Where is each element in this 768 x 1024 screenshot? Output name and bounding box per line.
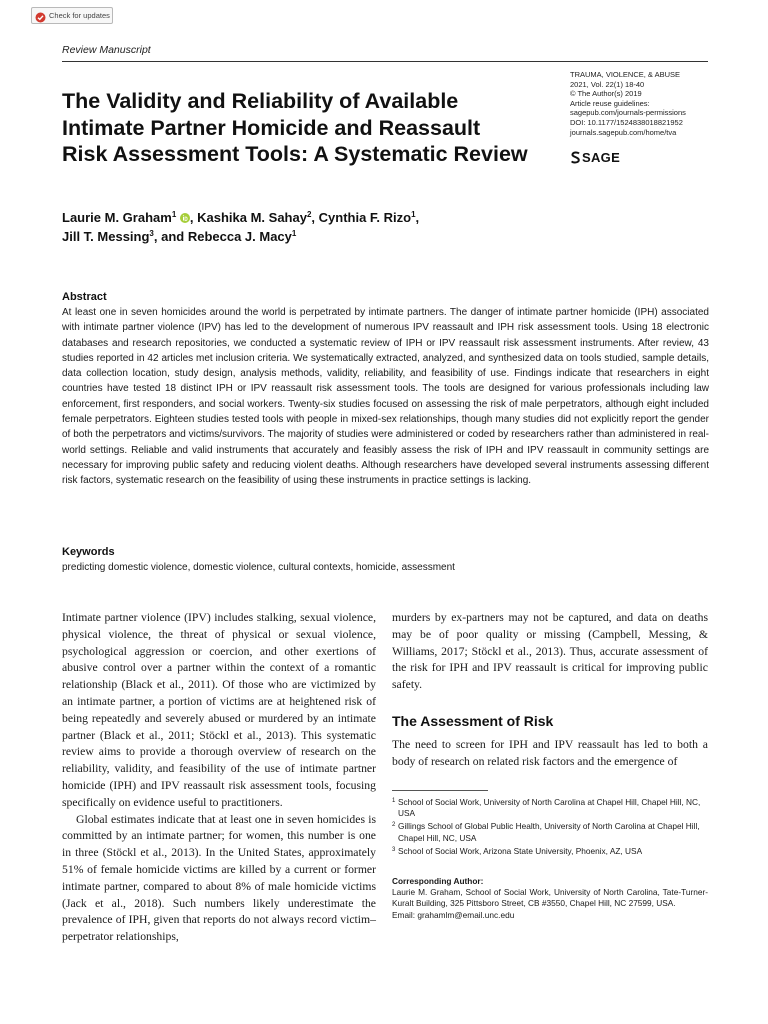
orcid-icon[interactable] — [180, 209, 190, 219]
body-paragraph: The need to screen for IPH and IPV reassault has led to both a body of research on related risk factors and the emergence of — [392, 738, 708, 768]
author-name[interactable]: and Rebecca J. Macy — [161, 229, 292, 244]
affiliation-marker: 1 — [411, 210, 416, 219]
body-paragraph: murders by ex-partners may not be captured, and data on deaths may be of poor quality or missing (Campbell, Messing, & Williams, 2017; Stöckl et al., 2013). Thus, accurate assessment of the risk for IPH and IPV reassault is critical for improving public safety. — [392, 611, 708, 692]
footnote-text: School of Social Work, University of North Carolina at Chapel Hill, Chapel Hill, NC, USA — [398, 797, 701, 819]
publisher-logo — [570, 150, 620, 165]
affiliation-marker: 1 — [171, 210, 177, 219]
footnote — [392, 846, 708, 857]
author-list: Laurie M. Graham$^1$ , Kashika M. Sahay$^2$, Cynthia F. Rizo$^1$, Jill T. Messing$^3$, and Rebecca J. Macy$^1$ — [62, 210, 420, 244]
corresponding-author-heading: Corresponding Author: — [392, 876, 484, 886]
footnote-number: 1 — [392, 798, 396, 804]
footnote — [392, 821, 708, 843]
footnote-divider — [392, 790, 488, 791]
check-updates-label: Check for updates — [49, 11, 110, 20]
body-column-left — [62, 610, 376, 946]
author-name[interactable]: Laurie M. Graham — [62, 210, 172, 225]
doi-link[interactable]: DOI: 10.1177/1524838018821952 — [570, 117, 683, 127]
affiliation-marker: 1 — [291, 229, 297, 238]
corresponding-author-email[interactable]: Email: grahamlm@email.unc.edu — [392, 909, 515, 920]
footnote-text: School of Social Work, Arizona State University, Phoenix, AZ, USA — [398, 845, 643, 856]
author-name[interactable]: Jill T. Messing — [62, 229, 150, 244]
check-for-updates-badge[interactable] — [31, 7, 113, 24]
author-name[interactable]: Cynthia F. Rizo — [318, 210, 412, 225]
title-line: The Validity and Reliability of Available — [62, 89, 459, 113]
body-paragraph: Global estimates indicate that at least one in seven homicides is committed by an intimate partner; for women, this number is one in three (Stöckl et al., 2013). In the United States, approximately 51% of female homicide victims are killed by a current or former intimate partner, compared to about 8% of male homicide victims (Jack et al., 2018). Such numbers likely underestimate the prevalence of IPH, given that reports do not always record victim–perpetrator relationships, — [62, 812, 376, 944]
affiliation-footnotes — [392, 797, 708, 859]
journal-name: TRAUMA, VIOLENCE, & ABUSE — [570, 70, 681, 79]
affiliation-marker: 2 — [306, 210, 312, 219]
check-updates-icon — [35, 10, 46, 21]
section-heading: The Assessment of Risk — [392, 713, 554, 729]
reuse-guidelines: Article reuse guidelines: — [570, 98, 650, 108]
journal-volume: 2021, Vol. 22(1) 18-40 — [570, 79, 645, 89]
sage-logo-icon — [570, 151, 581, 164]
journal-homepage-link[interactable]: journals.sagepub.com/home/tva — [570, 127, 677, 137]
abstract-heading: Abstract — [62, 291, 107, 303]
article-title — [62, 88, 550, 168]
permissions-link[interactable]: sagepub.com/journals-permissions — [570, 108, 686, 118]
abstract-text: At least one in seven homicides around the world is perpetrated by intimate partners. The danger of intimate partner homicide (IPH) associated with intimate partner violence (IPV) has led to the development of numerous IPV reassault and IPH risk assessment tools. Using 18 electronic databases and research repositories, we conducted a systematic review of IPH or IPV reassault risk assessment instruments. After review, 43 studies reported in 42 articles met inclusion criteria. We systematically extracted, analyzed, and synthesized data on tools studied, sample details, data collection location, study design, analysis methods, validity, reliability, and feasibility of use. Findings indicate that researchers in eight countries have tested 18 distinct IPH or IPV reassault risk assessment tools. The tools are designed for various professionals including law enforcement, first responders, and social workers. Twenty-six studies focused on assessing the risk of male perpetrators, although eight included female perpetrators. Eighteen studies tested tools with people in mixed-sex relationships, though many studies did not explicitly report the gender of both the perpetrators and victims/survivors. The majority of studies were administered or coded by researchers rather than administered in real-world settings. Reliable and valid instruments that accurately and feasibly assess the risk of IPH and IPV reassault in community settings are necessary for improving public safety and reducing violent deaths. Although researchers have developed several instruments assessing different risk factors, systematic research on the feasibility of using these instruments in practice settings is lacking. — [62, 307, 709, 487]
body-column-right-top — [392, 610, 708, 694]
corresponding-author — [392, 876, 708, 921]
footnote — [392, 797, 708, 819]
title-line: Intimate Partner Homicide and Reassault — [62, 115, 481, 140]
author-name[interactable]: Kashika M. Sahay — [197, 210, 307, 225]
header-divider — [62, 61, 708, 62]
footnote-text: Gillings School of Global Public Health, University of North Carolina at Chapel Hill, Chapel Hill, NC, USA — [398, 821, 700, 843]
affiliation-marker: 3 — [149, 229, 154, 238]
copyright-notice: © The Author(s) 2019 — [570, 89, 642, 99]
footnote-number: 3 — [392, 846, 396, 853]
article-type-label: Review Manuscript — [62, 44, 151, 56]
keywords-heading: Keywords — [62, 546, 115, 558]
footnote-number: 2 — [392, 822, 396, 829]
body-paragraph: Intimate partner violence (IPV) includes stalking, sexual violence, physical violence, the threat of physical or sexual violence, psychological aggression or coercion, and other exertions of abusive control over a partner within the context of a romantic relationship (Black et al., 2011). Of those who are victimized by an intimate partner, a portion of victims are at heightened risk of being repeatedly and severely abused or murdered by an intimate partner (Black et al., 2011; Stöckl et al., 2013). This systematic review aims to provide a thorough overview of research on the reliability, validity, and feasibility of the use of intimate partner homicide (IPH) and IPV reassault risk assessment tools, focusing specifically on evidence useful to practitioners. — [62, 611, 376, 809]
body-column-right-bottom — [392, 737, 708, 771]
keywords-list: predicting domestic violence, domestic violence, cultural contexts, homicide, assessment — [62, 562, 455, 573]
journal-metadata — [570, 70, 686, 137]
publisher-name: SAGE — [582, 150, 621, 165]
corresponding-author-address: Laurie M. Graham, School of Social Work, University of North Carolina, Tate-Turner-Kuralt Building, 325 Pittsboro Street, CB #3550, Chapel Hill, NC 27599, USA. — [392, 887, 708, 909]
title-line: Risk Assessment Tools: A Systematic Review — [62, 142, 528, 166]
